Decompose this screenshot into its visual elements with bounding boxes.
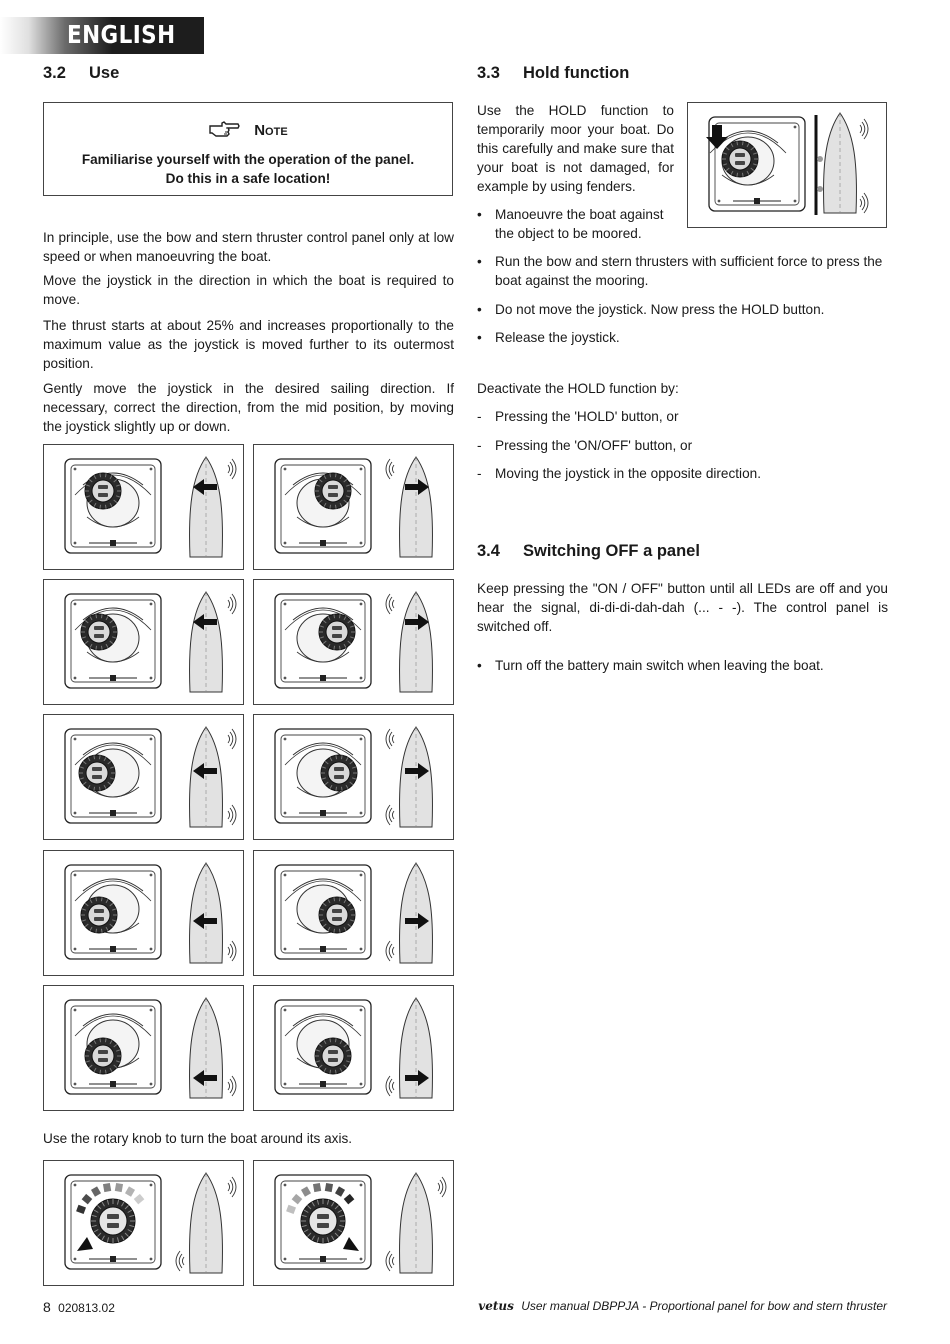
hold-intro: Use the HOLD function to temporarily moor your boat. Do this carefully and make sure that your boat is not damaged, for example by using fenders.	[477, 103, 674, 194]
footer-left	[43, 1299, 115, 1315]
joystick-figure	[43, 850, 244, 976]
hold-bullet	[477, 205, 674, 243]
switch-off-paragraph: Keep pressing the "ON / OFF" button until all LEDs are off and you hear the signal, di-di-di-dah-dah (... - -). The control panel is switched off.	[477, 581, 888, 634]
joystick-illustration	[44, 986, 243, 1110]
language-label: ENGLISH	[67, 20, 176, 49]
hold-illustration	[688, 103, 886, 227]
section-heading-switch-off	[477, 542, 700, 561]
hold-bullet-text: Run the bow and stern thrusters with sufficient force to press the boat against the mooring.	[495, 254, 883, 288]
bullet-marker: •	[477, 658, 482, 673]
section-title: Use	[89, 64, 120, 82]
note-box	[43, 102, 453, 196]
joystick-figure	[43, 579, 244, 705]
page-number: 8	[43, 1299, 51, 1315]
joystick-figure	[253, 714, 454, 840]
joystick-figure	[43, 985, 244, 1111]
joystick-illustration	[254, 445, 453, 569]
deactivate-intro: Deactivate the HOLD function by:	[477, 381, 679, 396]
joystick-illustration	[254, 715, 453, 839]
joystick-illustration	[254, 580, 453, 704]
language-tab	[0, 17, 204, 54]
section-number: 3.2	[43, 64, 66, 82]
deactivate-item	[477, 407, 888, 426]
joystick-figure	[253, 579, 454, 705]
note-text-line-2: Do this in a safe location!	[165, 171, 331, 186]
joystick-illustration	[254, 986, 453, 1110]
rotary-knob-illustration	[254, 1161, 453, 1285]
hold-bullet	[477, 300, 888, 319]
section-heading-hold	[477, 64, 629, 83]
use-paragraph-4: Gently move the joystick in the desired sailing direction. If necessary, correct the direction, from the mid position, by moving the joystick slightly up or down.	[43, 381, 454, 434]
manual-title: User manual DBPPJA - Proportional panel for bow and stern thruster	[521, 1299, 887, 1313]
joystick-figure	[253, 444, 454, 570]
deactivate-item-text: Pressing the 'HOLD' button, or	[495, 409, 679, 424]
rotary-knob-figure	[253, 1160, 454, 1286]
bullet-marker: •	[477, 254, 482, 269]
joystick-illustration	[44, 851, 243, 975]
use-paragraph-2: Move the joystick in the direction in which the boat is required to move.	[43, 273, 454, 307]
switch-off-bullet	[477, 656, 888, 675]
joystick-figure	[253, 985, 454, 1111]
hold-bullet	[477, 252, 888, 290]
document-code: 020813.02	[58, 1301, 115, 1315]
hold-bullet-text: Release the joystick.	[495, 330, 620, 345]
deactivate-item	[477, 436, 888, 455]
hold-bullet	[477, 328, 888, 347]
joystick-figure	[43, 714, 244, 840]
use-paragraph-1: In principle, use the bow and stern thruster control panel only at low speed or when manoeuvring the boat.	[43, 230, 454, 264]
pointing-hand-icon	[208, 121, 240, 139]
joystick-figure	[43, 444, 244, 570]
joystick-illustration	[254, 851, 453, 975]
joystick-illustration	[44, 715, 243, 839]
dash-marker: -	[477, 466, 482, 481]
rotary-knob-text: Use the rotary knob to turn the boat around its axis.	[43, 1131, 353, 1146]
hold-bullet-text: Do not move the joystick. Now press the HOLD button.	[495, 302, 825, 317]
joystick-figure	[253, 850, 454, 976]
section-number: 3.4	[477, 542, 500, 560]
rotary-knob-illustration	[44, 1161, 243, 1285]
section-number: 3.3	[477, 64, 500, 82]
footer-right	[478, 1299, 887, 1313]
deactivate-item-text: Moving the joystick in the opposite direction.	[495, 466, 761, 481]
joystick-illustration	[44, 580, 243, 704]
deactivate-item	[477, 464, 888, 483]
dash-marker: -	[477, 409, 482, 424]
bullet-marker: •	[477, 302, 482, 317]
note-label: Note	[254, 122, 288, 139]
dash-marker: -	[477, 438, 482, 453]
hold-bullet-text: Manoeuvre the boat against the object to be moored.	[495, 207, 664, 241]
use-paragraph-3: The thrust starts at about 25% and increases proportionally to the maximum value as the joystick is moved further to its outermost position.	[43, 318, 454, 371]
note-header	[44, 121, 452, 139]
hold-figure	[687, 102, 887, 228]
section-title: Switching OFF a panel	[523, 542, 700, 560]
section-title: Hold function	[523, 64, 630, 82]
bullet-marker: •	[477, 207, 482, 222]
switch-off-bullet-text: Turn off the battery main switch when leaving the boat.	[495, 658, 824, 673]
note-body	[44, 150, 452, 188]
brand-logo: vetus	[478, 1299, 514, 1313]
section-heading-use	[43, 64, 119, 83]
note-text-line-1: Familiarise yourself with the operation of the panel.	[81, 152, 415, 167]
joystick-illustration	[44, 445, 243, 569]
deactivate-item-text: Pressing the 'ON/OFF' button, or	[495, 438, 693, 453]
bullet-marker: •	[477, 330, 482, 345]
rotary-knob-figure	[43, 1160, 244, 1286]
